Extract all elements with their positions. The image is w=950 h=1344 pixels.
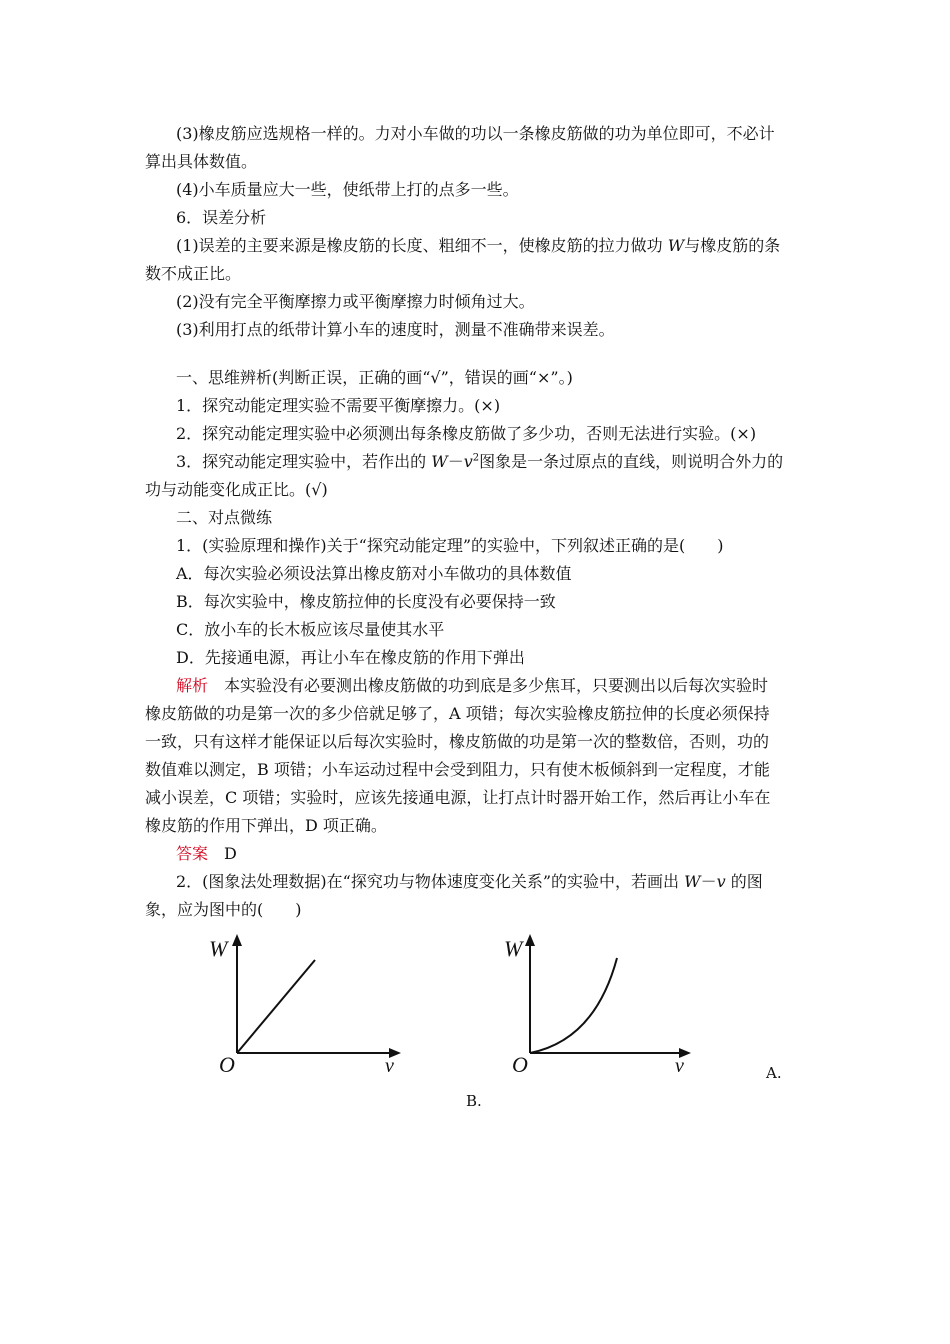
text-line: 数不成正比。 <box>145 264 242 283</box>
option-a: A．每次实验必须设法算出橡皮筋对小车做功的具体数值 <box>176 564 572 583</box>
judgement-item: 1．探究动能定理实验不需要平衡摩擦力。(×) <box>176 396 501 415</box>
judgement-item: 3．探究动能定理实验中，若作出的 $W-v^2$图象是一条过原点的直线，则说明合外力的 <box>176 452 784 471</box>
origin-label: O <box>512 1052 528 1077</box>
analysis-line: 解析 本实验没有必要测出橡皮筋做的功到底是多少焦耳，只要测出以后每次实验时 <box>176 676 769 695</box>
y-axis-label: W <box>504 936 523 961</box>
question-stem: 2．(图象法处理数据)在“探究功与物体速度变化关系”的实验中，若画出 W－v 的图 <box>176 872 763 891</box>
figure-label-a: A. <box>766 1064 782 1082</box>
curve-line <box>237 960 315 1053</box>
analysis-line: 减小误差，C 项错；实验时，应该先接通电源，让打点计时器开始工作，然后再让小车在 <box>145 788 771 807</box>
option-b: B．每次实验中，橡皮筋拉伸的长度没有必要保持一致 <box>176 592 556 611</box>
question-stem: 象，应为图中的( ) <box>145 900 302 919</box>
analysis-line: 橡皮筋的作用下弹出，D 项正确。 <box>145 816 387 835</box>
graph-curve <box>500 930 715 1080</box>
figure-label-b: B. <box>466 1092 482 1110</box>
judgement-item: 2．探究动能定理实验中必须测出每条橡皮筋做了多少功，否则无法进行实验。(×) <box>176 424 757 443</box>
curve-line <box>530 958 617 1053</box>
text-line: (4)小车质量应大一些，使纸带上打的点多一些。 <box>176 180 519 199</box>
text-line: (1)误差的主要来源是橡皮筋的长度、粗细不一，使橡皮筋的拉力做功 W与橡皮筋的条 <box>176 236 781 255</box>
section-heading: 6．误差分析 <box>176 208 267 227</box>
text-line: (2)没有完全平衡摩擦力或平衡摩擦力时倾角过大。 <box>176 292 535 311</box>
text-line: (3)利用打点的纸带计算小车的速度时，测量不准确带来误差。 <box>176 320 615 339</box>
section-heading: 二、对点微练 <box>176 508 273 527</box>
analysis-line: 一致，只有这样才能保证以后每次实验时，橡皮筋做的功是第一次的整数倍，否则，功的 <box>145 732 770 751</box>
text-line: 功与动能变化成正比。(√) <box>145 480 328 499</box>
x-axis-label: v <box>385 1055 394 1077</box>
section-heading: 一、思维辨析(判断正误，正确的画“√”，错误的画“×”。) <box>176 368 573 387</box>
analysis-line: 橡皮筋做的功是第一次的多少倍就足够了，A 项错；每次实验橡皮筋拉伸的长度必须保持 <box>145 704 770 723</box>
y-axis-label: W <box>209 936 228 961</box>
x-axis-label: v <box>675 1055 684 1077</box>
question-stem: 1．(实验原理和操作)关于“探究动能定理”的实验中，下列叙述正确的是( ) <box>176 536 724 555</box>
text-line: 算出具体数值。 <box>145 152 258 171</box>
origin-label: O <box>219 1052 235 1077</box>
y-arrow <box>232 934 242 946</box>
y-arrow <box>525 934 535 946</box>
answer-line: 答案 D <box>176 844 237 863</box>
answer-label: 答案 <box>176 844 209 863</box>
analysis-label: 解析 <box>176 676 209 695</box>
text-line: (3)橡皮筋应选规格一样的。力对小车做的功以一条橡皮筋做的功为单位即可，不必计 <box>176 124 775 143</box>
option-d: D．先接通电源，再让小车在橡皮筋的作用下弹出 <box>176 648 525 667</box>
graph-linear <box>205 930 420 1080</box>
option-c: C．放小车的长木板应该尽量使其水平 <box>176 620 445 639</box>
analysis-line: 数值难以测定，B 项错；小车运动过程中会受到阻力，只有使木板倾斜到一定程度，才能 <box>145 760 770 779</box>
